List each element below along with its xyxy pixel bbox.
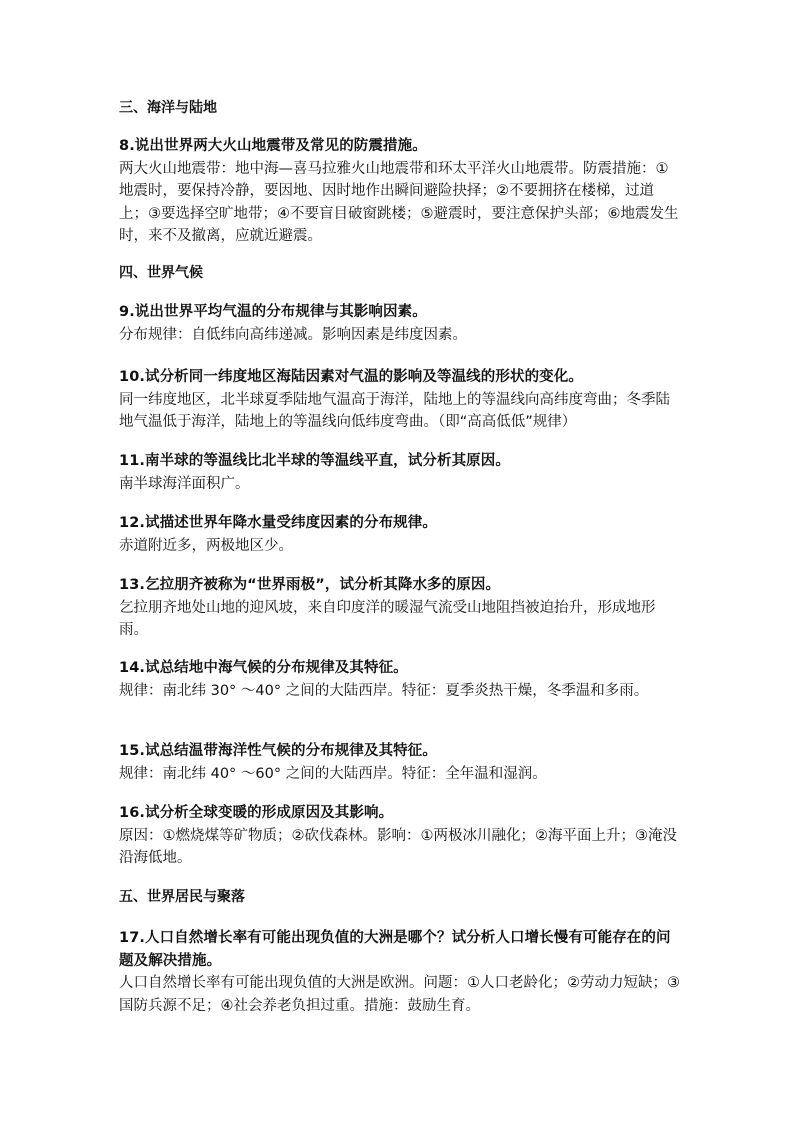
section-heading-climate: 四、世界气候 <box>119 265 203 281</box>
question-15 <box>119 740 681 785</box>
question-answer: 南半球海洋面积广。 <box>119 475 250 492</box>
question-9 <box>119 301 681 346</box>
question-title: 14.试总结地中海气候的分布规律及其特征。 <box>119 660 408 676</box>
question-17 <box>119 927 681 1017</box>
question-12 <box>119 512 681 557</box>
question-answer: 分布规律：自低纬向高纬递减。影响因素是纬度因素。 <box>119 326 467 343</box>
section-heading-ocean-land: 三、海洋与陆地 <box>119 100 217 116</box>
section-heading-population: 五、世界居民与聚落 <box>119 889 245 905</box>
question-14 <box>119 657 681 702</box>
question-title: 16.试分析全球变暖的形成原因及其影响。 <box>119 805 394 821</box>
question-answer: 同一纬度地区，北半球夏季陆地气温高于海洋，陆地上的等温线向高纬度弯曲；冬季陆地气温低于海洋，陆地上的等温线向低纬度弯曲。（即“高高低低”规律） <box>119 391 670 430</box>
question-answer: 两大火山地震带：地中海—喜马拉雅火山地震带和环太平洋火山地震带。防震措施：①地震时，要保持冷静，要因地、因时地作出瞬间避险抉择；②不要拥挤在楼梯，过道上；③要选择空旷地带；④不要盲目破窗跳楼；⑤避震时，要注意保护头部；⑥地震发生时，来不及撤离，应就近避震。 <box>119 160 679 244</box>
question-16 <box>119 802 681 870</box>
question-8 <box>119 135 681 248</box>
question-answer: 人口自然增长率有可能出现负值的大洲是欧洲。问题：①人口老龄化；②劳动力短缺；③国防兵源不足；④社会养老负担过重。措施：鼓励生育。 <box>119 975 680 1014</box>
question-11 <box>119 450 681 495</box>
question-title: 15.试总结温带海洋性气候的分布规律及其特征。 <box>119 743 437 759</box>
question-answer: 原因：①燃烧煤等矿物质；②砍伐森林。影响：①两极冰川融化；②海平面上升；③淹没沿海低地。 <box>119 827 677 866</box>
question-13 <box>119 574 681 642</box>
question-answer: 规律：南北纬 40° ～60° 之间的大陆西岸。特征：全年温和湿润。 <box>119 765 547 782</box>
question-answer: 乞拉朋齐地处山地的迎风坡，来自印度洋的暖湿气流受山地阻挡被迫抬升，形成地形雨。 <box>119 599 656 638</box>
question-title: 13.乞拉朋齐被称为“世界雨极”，试分析其降水多的原因。 <box>119 577 501 593</box>
question-10 <box>119 366 681 434</box>
question-title: 8.说出世界两大火山地震带及常见的防震措施。 <box>119 138 427 154</box>
question-title: 12.试描述世界年降水量受纬度因素的分布规律。 <box>119 515 437 531</box>
question-title: 11.南半球的等温线比北半球的等温线平直，试分析其原因。 <box>119 453 510 469</box>
question-title: 17.人口自然增长率有可能出现负值的大洲是哪个？试分析人口增长慢有可能存在的问题及解决措施。 <box>119 930 671 969</box>
question-answer: 规律：南北纬 30° ～40° 之间的大陆西岸。特征：夏季炎热干燥，冬季温和多雨。 <box>119 682 649 699</box>
question-answer: 赤道附近多，两极地区少。 <box>119 537 293 554</box>
question-title: 9.说出世界平均气温的分布规律与其影响因素。 <box>119 304 427 320</box>
question-title: 10.试分析同一纬度地区海陆因素对气温的影响及等温线的形状的变化。 <box>119 369 583 385</box>
